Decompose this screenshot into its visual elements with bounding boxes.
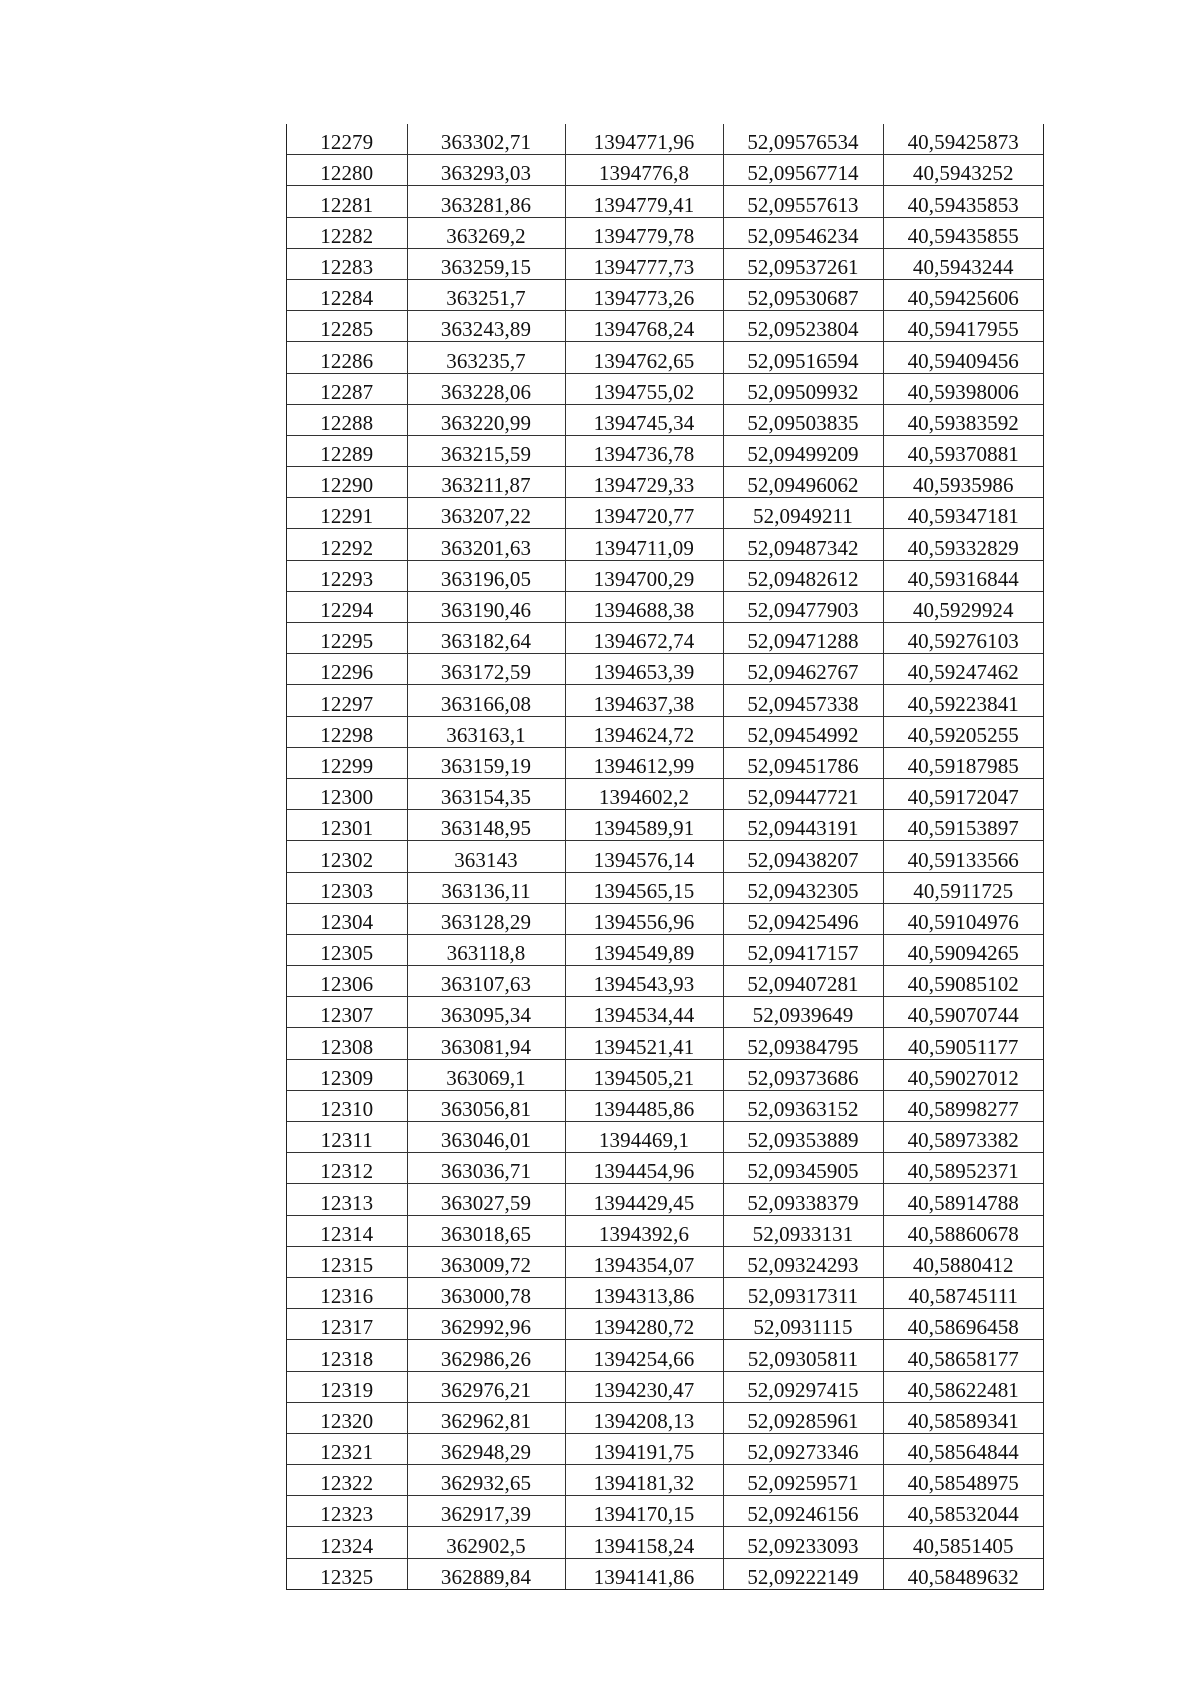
x-coordinate-cell: 363269,2 xyxy=(407,217,565,248)
table-row xyxy=(287,1059,1043,1090)
latitude-cell: 52,09537261 xyxy=(723,248,883,279)
longitude-cell: 40,59409456 xyxy=(883,342,1043,373)
longitude-cell: 40,58548975 xyxy=(883,1465,1043,1496)
x-coordinate-cell: 363018,65 xyxy=(407,1215,565,1246)
y-coordinate-cell: 1394720,77 xyxy=(565,498,723,529)
point-number-cell: 12306 xyxy=(287,966,407,997)
x-coordinate-cell: 363293,03 xyxy=(407,155,565,186)
table-row xyxy=(287,248,1043,279)
table-row xyxy=(287,966,1043,997)
coordinate-table-body xyxy=(287,124,1043,1589)
point-number-cell: 12290 xyxy=(287,467,407,498)
longitude-cell: 40,58532044 xyxy=(883,1496,1043,1527)
table-row xyxy=(287,1340,1043,1371)
y-coordinate-cell: 1394589,91 xyxy=(565,810,723,841)
table-row xyxy=(287,1527,1043,1558)
point-number-cell: 12302 xyxy=(287,841,407,872)
latitude-cell: 52,09259571 xyxy=(723,1465,883,1496)
point-number-cell: 12324 xyxy=(287,1527,407,1558)
y-coordinate-cell: 1394768,24 xyxy=(565,311,723,342)
table-row xyxy=(287,623,1043,654)
x-coordinate-cell: 362902,5 xyxy=(407,1527,565,1558)
x-coordinate-cell: 363046,01 xyxy=(407,1122,565,1153)
table-row xyxy=(287,997,1043,1028)
table-row xyxy=(287,654,1043,685)
point-number-cell: 12315 xyxy=(287,1246,407,1277)
longitude-cell: 40,58973382 xyxy=(883,1122,1043,1153)
longitude-cell: 40,5943244 xyxy=(883,248,1043,279)
table-row xyxy=(287,186,1043,217)
x-coordinate-cell: 363027,59 xyxy=(407,1184,565,1215)
longitude-cell: 40,59316844 xyxy=(883,560,1043,591)
y-coordinate-cell: 1394549,89 xyxy=(565,934,723,965)
longitude-cell: 40,58658177 xyxy=(883,1340,1043,1371)
table-row xyxy=(287,498,1043,529)
table-row xyxy=(287,872,1043,903)
latitude-cell: 52,09516594 xyxy=(723,342,883,373)
longitude-cell: 40,58745111 xyxy=(883,1277,1043,1308)
x-coordinate-cell: 363235,7 xyxy=(407,342,565,373)
latitude-cell: 52,09338379 xyxy=(723,1184,883,1215)
longitude-cell: 40,5880412 xyxy=(883,1246,1043,1277)
latitude-cell: 52,09273346 xyxy=(723,1433,883,1464)
y-coordinate-cell: 1394158,24 xyxy=(565,1527,723,1558)
y-coordinate-cell: 1394779,78 xyxy=(565,217,723,248)
longitude-cell: 40,59247462 xyxy=(883,654,1043,685)
x-coordinate-cell: 363095,34 xyxy=(407,997,565,1028)
table-row xyxy=(287,778,1043,809)
latitude-cell: 52,09447721 xyxy=(723,778,883,809)
table-row xyxy=(287,1277,1043,1308)
y-coordinate-cell: 1394762,65 xyxy=(565,342,723,373)
point-number-cell: 12305 xyxy=(287,934,407,965)
y-coordinate-cell: 1394711,09 xyxy=(565,529,723,560)
longitude-cell: 40,59425606 xyxy=(883,279,1043,310)
point-number-cell: 12287 xyxy=(287,373,407,404)
latitude-cell: 52,09246156 xyxy=(723,1496,883,1527)
table-row xyxy=(287,1090,1043,1121)
x-coordinate-cell: 363182,64 xyxy=(407,623,565,654)
y-coordinate-cell: 1394191,75 xyxy=(565,1433,723,1464)
x-coordinate-cell: 362932,65 xyxy=(407,1465,565,1496)
table-row xyxy=(287,155,1043,186)
y-coordinate-cell: 1394672,74 xyxy=(565,623,723,654)
x-coordinate-cell: 363136,11 xyxy=(407,872,565,903)
point-number-cell: 12295 xyxy=(287,623,407,654)
longitude-cell: 40,58696458 xyxy=(883,1309,1043,1340)
x-coordinate-cell: 363107,63 xyxy=(407,966,565,997)
table-row xyxy=(287,1465,1043,1496)
point-number-cell: 12311 xyxy=(287,1122,407,1153)
table-row xyxy=(287,1122,1043,1153)
y-coordinate-cell: 1394576,14 xyxy=(565,841,723,872)
longitude-cell: 40,59383592 xyxy=(883,404,1043,435)
x-coordinate-cell: 363159,19 xyxy=(407,747,565,778)
x-coordinate-cell: 363081,94 xyxy=(407,1028,565,1059)
table-row xyxy=(287,591,1043,622)
latitude-cell: 52,09530687 xyxy=(723,279,883,310)
x-coordinate-cell: 363148,95 xyxy=(407,810,565,841)
point-number-cell: 12285 xyxy=(287,311,407,342)
point-number-cell: 12300 xyxy=(287,778,407,809)
table-row xyxy=(287,903,1043,934)
table-row xyxy=(287,1028,1043,1059)
longitude-cell: 40,59425873 xyxy=(883,124,1043,155)
latitude-cell: 52,09222149 xyxy=(723,1558,883,1589)
table-row xyxy=(287,810,1043,841)
latitude-cell: 52,09451786 xyxy=(723,747,883,778)
point-number-cell: 12282 xyxy=(287,217,407,248)
y-coordinate-cell: 1394688,38 xyxy=(565,591,723,622)
y-coordinate-cell: 1394700,29 xyxy=(565,560,723,591)
point-number-cell: 12316 xyxy=(287,1277,407,1308)
y-coordinate-cell: 1394254,66 xyxy=(565,1340,723,1371)
longitude-cell: 40,5943252 xyxy=(883,155,1043,186)
point-number-cell: 12314 xyxy=(287,1215,407,1246)
x-coordinate-cell: 363215,59 xyxy=(407,435,565,466)
table-row xyxy=(287,1371,1043,1402)
latitude-cell: 52,09509932 xyxy=(723,373,883,404)
y-coordinate-cell: 1394354,07 xyxy=(565,1246,723,1277)
latitude-cell: 52,09503835 xyxy=(723,404,883,435)
table-row xyxy=(287,841,1043,872)
y-coordinate-cell: 1394755,02 xyxy=(565,373,723,404)
table-row xyxy=(287,934,1043,965)
longitude-cell: 40,59276103 xyxy=(883,623,1043,654)
latitude-cell: 52,09317311 xyxy=(723,1277,883,1308)
point-number-cell: 12297 xyxy=(287,685,407,716)
y-coordinate-cell: 1394429,45 xyxy=(565,1184,723,1215)
y-coordinate-cell: 1394556,96 xyxy=(565,903,723,934)
point-number-cell: 12318 xyxy=(287,1340,407,1371)
table-row xyxy=(287,373,1043,404)
table-row xyxy=(287,560,1043,591)
longitude-cell: 40,59133566 xyxy=(883,841,1043,872)
y-coordinate-cell: 1394776,8 xyxy=(565,155,723,186)
table-row xyxy=(287,1496,1043,1527)
latitude-cell: 52,09471288 xyxy=(723,623,883,654)
longitude-cell: 40,5911725 xyxy=(883,872,1043,903)
table-row xyxy=(287,1246,1043,1277)
y-coordinate-cell: 1394280,72 xyxy=(565,1309,723,1340)
point-number-cell: 12319 xyxy=(287,1371,407,1402)
point-number-cell: 12321 xyxy=(287,1433,407,1464)
longitude-cell: 40,59070744 xyxy=(883,997,1043,1028)
point-number-cell: 12303 xyxy=(287,872,407,903)
point-number-cell: 12320 xyxy=(287,1402,407,1433)
longitude-cell: 40,59435853 xyxy=(883,186,1043,217)
longitude-cell: 40,58914788 xyxy=(883,1184,1043,1215)
latitude-cell: 52,0931115 xyxy=(723,1309,883,1340)
y-coordinate-cell: 1394485,86 xyxy=(565,1090,723,1121)
point-number-cell: 12325 xyxy=(287,1558,407,1589)
longitude-cell: 40,59417955 xyxy=(883,311,1043,342)
longitude-cell: 40,5929924 xyxy=(883,591,1043,622)
y-coordinate-cell: 1394736,78 xyxy=(565,435,723,466)
x-coordinate-cell: 363154,35 xyxy=(407,778,565,809)
y-coordinate-cell: 1394565,15 xyxy=(565,872,723,903)
latitude-cell: 52,09499209 xyxy=(723,435,883,466)
longitude-cell: 40,5935986 xyxy=(883,467,1043,498)
longitude-cell: 40,59027012 xyxy=(883,1059,1043,1090)
y-coordinate-cell: 1394313,86 xyxy=(565,1277,723,1308)
table-row xyxy=(287,716,1043,747)
x-coordinate-cell: 363000,78 xyxy=(407,1277,565,1308)
point-number-cell: 12292 xyxy=(287,529,407,560)
longitude-cell: 40,59435855 xyxy=(883,217,1043,248)
latitude-cell: 52,09425496 xyxy=(723,903,883,934)
point-number-cell: 12310 xyxy=(287,1090,407,1121)
x-coordinate-cell: 363251,7 xyxy=(407,279,565,310)
longitude-cell: 40,59051177 xyxy=(883,1028,1043,1059)
y-coordinate-cell: 1394469,1 xyxy=(565,1122,723,1153)
table-row xyxy=(287,404,1043,435)
latitude-cell: 52,09324293 xyxy=(723,1246,883,1277)
longitude-cell: 40,59104976 xyxy=(883,903,1043,934)
x-coordinate-cell: 362917,39 xyxy=(407,1496,565,1527)
x-coordinate-cell: 363163,1 xyxy=(407,716,565,747)
point-number-cell: 12308 xyxy=(287,1028,407,1059)
point-number-cell: 12293 xyxy=(287,560,407,591)
y-coordinate-cell: 1394773,26 xyxy=(565,279,723,310)
y-coordinate-cell: 1394777,73 xyxy=(565,248,723,279)
x-coordinate-cell: 363281,86 xyxy=(407,186,565,217)
point-number-cell: 12323 xyxy=(287,1496,407,1527)
latitude-cell: 52,09363152 xyxy=(723,1090,883,1121)
longitude-cell: 40,58589341 xyxy=(883,1402,1043,1433)
table-row xyxy=(287,467,1043,498)
y-coordinate-cell: 1394624,72 xyxy=(565,716,723,747)
x-coordinate-cell: 362992,96 xyxy=(407,1309,565,1340)
y-coordinate-cell: 1394612,99 xyxy=(565,747,723,778)
point-number-cell: 12317 xyxy=(287,1309,407,1340)
table-row xyxy=(287,1433,1043,1464)
longitude-cell: 40,59223841 xyxy=(883,685,1043,716)
table-row xyxy=(287,1184,1043,1215)
longitude-cell: 40,58860678 xyxy=(883,1215,1043,1246)
table-row xyxy=(287,279,1043,310)
point-number-cell: 12289 xyxy=(287,435,407,466)
latitude-cell: 52,09285961 xyxy=(723,1402,883,1433)
latitude-cell: 52,09576534 xyxy=(723,124,883,155)
point-number-cell: 12313 xyxy=(287,1184,407,1215)
point-number-cell: 12283 xyxy=(287,248,407,279)
x-coordinate-cell: 363069,1 xyxy=(407,1059,565,1090)
coordinate-table-container xyxy=(286,124,1044,1590)
latitude-cell: 52,09353889 xyxy=(723,1122,883,1153)
y-coordinate-cell: 1394543,93 xyxy=(565,966,723,997)
x-coordinate-cell: 363172,59 xyxy=(407,654,565,685)
coordinate-table xyxy=(287,124,1043,1590)
latitude-cell: 52,09233093 xyxy=(723,1527,883,1558)
latitude-cell: 52,09454992 xyxy=(723,716,883,747)
x-coordinate-cell: 363196,05 xyxy=(407,560,565,591)
longitude-cell: 40,58622481 xyxy=(883,1371,1043,1402)
y-coordinate-cell: 1394602,2 xyxy=(565,778,723,809)
y-coordinate-cell: 1394779,41 xyxy=(565,186,723,217)
table-row xyxy=(287,1558,1043,1589)
latitude-cell: 52,09477903 xyxy=(723,591,883,622)
table-row xyxy=(287,1153,1043,1184)
latitude-cell: 52,09345905 xyxy=(723,1153,883,1184)
latitude-cell: 52,0949211 xyxy=(723,498,883,529)
y-coordinate-cell: 1394181,32 xyxy=(565,1465,723,1496)
point-number-cell: 12304 xyxy=(287,903,407,934)
table-row xyxy=(287,124,1043,155)
y-coordinate-cell: 1394521,41 xyxy=(565,1028,723,1059)
latitude-cell: 52,09546234 xyxy=(723,217,883,248)
point-number-cell: 12309 xyxy=(287,1059,407,1090)
y-coordinate-cell: 1394208,13 xyxy=(565,1402,723,1433)
x-coordinate-cell: 363056,81 xyxy=(407,1090,565,1121)
table-row xyxy=(287,1309,1043,1340)
longitude-cell: 40,59085102 xyxy=(883,966,1043,997)
longitude-cell: 40,5851405 xyxy=(883,1527,1043,1558)
latitude-cell: 52,09373686 xyxy=(723,1059,883,1090)
x-coordinate-cell: 363259,15 xyxy=(407,248,565,279)
longitude-cell: 40,59205255 xyxy=(883,716,1043,747)
point-number-cell: 12288 xyxy=(287,404,407,435)
x-coordinate-cell: 363211,87 xyxy=(407,467,565,498)
latitude-cell: 52,09417157 xyxy=(723,934,883,965)
longitude-cell: 40,59398006 xyxy=(883,373,1043,404)
x-coordinate-cell: 363128,29 xyxy=(407,903,565,934)
y-coordinate-cell: 1394141,86 xyxy=(565,1558,723,1589)
point-number-cell: 12296 xyxy=(287,654,407,685)
table-row xyxy=(287,685,1043,716)
x-coordinate-cell: 363036,71 xyxy=(407,1153,565,1184)
point-number-cell: 12322 xyxy=(287,1465,407,1496)
y-coordinate-cell: 1394505,21 xyxy=(565,1059,723,1090)
longitude-cell: 40,59153897 xyxy=(883,810,1043,841)
latitude-cell: 52,09523804 xyxy=(723,311,883,342)
latitude-cell: 52,09457338 xyxy=(723,685,883,716)
point-number-cell: 12301 xyxy=(287,810,407,841)
x-coordinate-cell: 363228,06 xyxy=(407,373,565,404)
latitude-cell: 52,09443191 xyxy=(723,810,883,841)
table-row xyxy=(287,435,1043,466)
y-coordinate-cell: 1394745,34 xyxy=(565,404,723,435)
x-coordinate-cell: 363190,46 xyxy=(407,591,565,622)
x-coordinate-cell: 363201,63 xyxy=(407,529,565,560)
point-number-cell: 12281 xyxy=(287,186,407,217)
latitude-cell: 52,09384795 xyxy=(723,1028,883,1059)
longitude-cell: 40,58489632 xyxy=(883,1558,1043,1589)
point-number-cell: 12286 xyxy=(287,342,407,373)
x-coordinate-cell: 363118,8 xyxy=(407,934,565,965)
table-row xyxy=(287,529,1043,560)
x-coordinate-cell: 362889,84 xyxy=(407,1558,565,1589)
y-coordinate-cell: 1394637,38 xyxy=(565,685,723,716)
latitude-cell: 52,0933131 xyxy=(723,1215,883,1246)
y-coordinate-cell: 1394534,44 xyxy=(565,997,723,1028)
x-coordinate-cell: 363243,89 xyxy=(407,311,565,342)
y-coordinate-cell: 1394771,96 xyxy=(565,124,723,155)
point-number-cell: 12299 xyxy=(287,747,407,778)
longitude-cell: 40,58952371 xyxy=(883,1153,1043,1184)
latitude-cell: 52,09432305 xyxy=(723,872,883,903)
point-number-cell: 12291 xyxy=(287,498,407,529)
y-coordinate-cell: 1394653,39 xyxy=(565,654,723,685)
latitude-cell: 52,09305811 xyxy=(723,1340,883,1371)
x-coordinate-cell: 363207,22 xyxy=(407,498,565,529)
latitude-cell: 52,09297415 xyxy=(723,1371,883,1402)
y-coordinate-cell: 1394230,47 xyxy=(565,1371,723,1402)
point-number-cell: 12298 xyxy=(287,716,407,747)
y-coordinate-cell: 1394729,33 xyxy=(565,467,723,498)
x-coordinate-cell: 362986,26 xyxy=(407,1340,565,1371)
point-number-cell: 12294 xyxy=(287,591,407,622)
x-coordinate-cell: 363220,99 xyxy=(407,404,565,435)
longitude-cell: 40,59094265 xyxy=(883,934,1043,965)
point-number-cell: 12312 xyxy=(287,1153,407,1184)
longitude-cell: 40,59370881 xyxy=(883,435,1043,466)
latitude-cell: 52,09407281 xyxy=(723,966,883,997)
table-row xyxy=(287,747,1043,778)
table-row xyxy=(287,217,1043,248)
table-row xyxy=(287,311,1043,342)
table-row xyxy=(287,1215,1043,1246)
point-number-cell: 12284 xyxy=(287,279,407,310)
longitude-cell: 40,59332829 xyxy=(883,529,1043,560)
longitude-cell: 40,58564844 xyxy=(883,1433,1043,1464)
x-coordinate-cell: 363166,08 xyxy=(407,685,565,716)
latitude-cell: 52,0939649 xyxy=(723,997,883,1028)
x-coordinate-cell: 362976,21 xyxy=(407,1371,565,1402)
latitude-cell: 52,09567714 xyxy=(723,155,883,186)
y-coordinate-cell: 1394170,15 xyxy=(565,1496,723,1527)
table-row xyxy=(287,1402,1043,1433)
x-coordinate-cell: 362948,29 xyxy=(407,1433,565,1464)
x-coordinate-cell: 362962,81 xyxy=(407,1402,565,1433)
latitude-cell: 52,09557613 xyxy=(723,186,883,217)
longitude-cell: 40,59347181 xyxy=(883,498,1043,529)
x-coordinate-cell: 363009,72 xyxy=(407,1246,565,1277)
latitude-cell: 52,09482612 xyxy=(723,560,883,591)
longitude-cell: 40,58998277 xyxy=(883,1090,1043,1121)
latitude-cell: 52,09438207 xyxy=(723,841,883,872)
latitude-cell: 52,09487342 xyxy=(723,529,883,560)
table-row xyxy=(287,342,1043,373)
point-number-cell: 12280 xyxy=(287,155,407,186)
longitude-cell: 40,59172047 xyxy=(883,778,1043,809)
latitude-cell: 52,09496062 xyxy=(723,467,883,498)
y-coordinate-cell: 1394454,96 xyxy=(565,1153,723,1184)
longitude-cell: 40,59187985 xyxy=(883,747,1043,778)
x-coordinate-cell: 363302,71 xyxy=(407,124,565,155)
point-number-cell: 12279 xyxy=(287,124,407,155)
y-coordinate-cell: 1394392,6 xyxy=(565,1215,723,1246)
x-coordinate-cell: 363143 xyxy=(407,841,565,872)
point-number-cell: 12307 xyxy=(287,997,407,1028)
latitude-cell: 52,09462767 xyxy=(723,654,883,685)
